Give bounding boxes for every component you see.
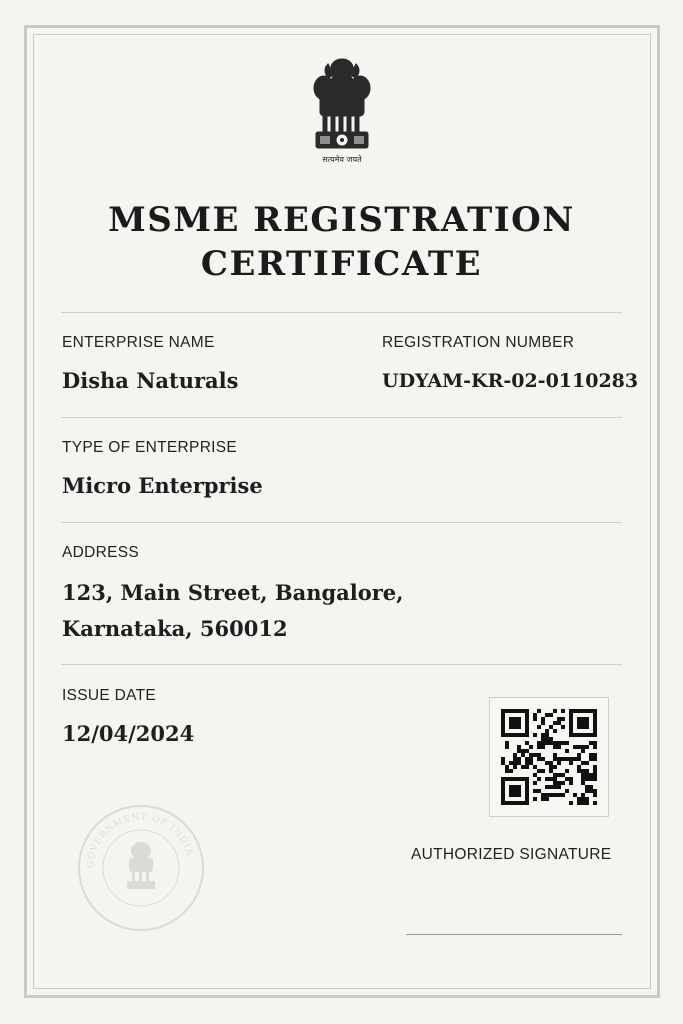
enterprise-name-value: Disha Naturals [62,368,239,393]
enterprise-name-label: ENTERPRISE NAME [62,334,215,351]
address-label: ADDRESS [62,544,140,561]
issue-date-label: ISSUE DATE [62,687,157,704]
title-line-1: MSME REGISTRATION [108,200,575,240]
divider [61,312,622,313]
seal-stamp-icon [76,803,206,933]
divider [61,417,622,418]
qr-code-frame [489,697,609,817]
national-emblem-icon [306,56,378,168]
issue-date-value: 12/04/2024 [62,721,195,746]
enterprise-type-value: Micro Enterprise [62,473,263,498]
certificate-title [40,198,643,286]
seal-text: GOVERNMENT OF INDIA [85,812,195,869]
qr-code-icon [501,709,597,805]
registration-number-value: UDYAM-KR-02-0110283 [382,370,639,392]
signature-label: AUTHORIZED SIGNATURE [411,846,612,863]
registration-number-label: REGISTRATION NUMBER [382,334,575,351]
signature-line [406,934,622,935]
title-line-2: CERTIFICATE [200,244,483,284]
enterprise-type-label: TYPE OF ENTERPRISE [62,439,238,456]
divider [61,664,622,665]
address-line-2: Karnataka, 560012 [62,616,288,641]
address-line-1: 123, Main Street, Bangalore, [62,580,404,605]
divider [61,522,622,523]
emblem-caption: सत्यमेव जयते [322,155,362,164]
